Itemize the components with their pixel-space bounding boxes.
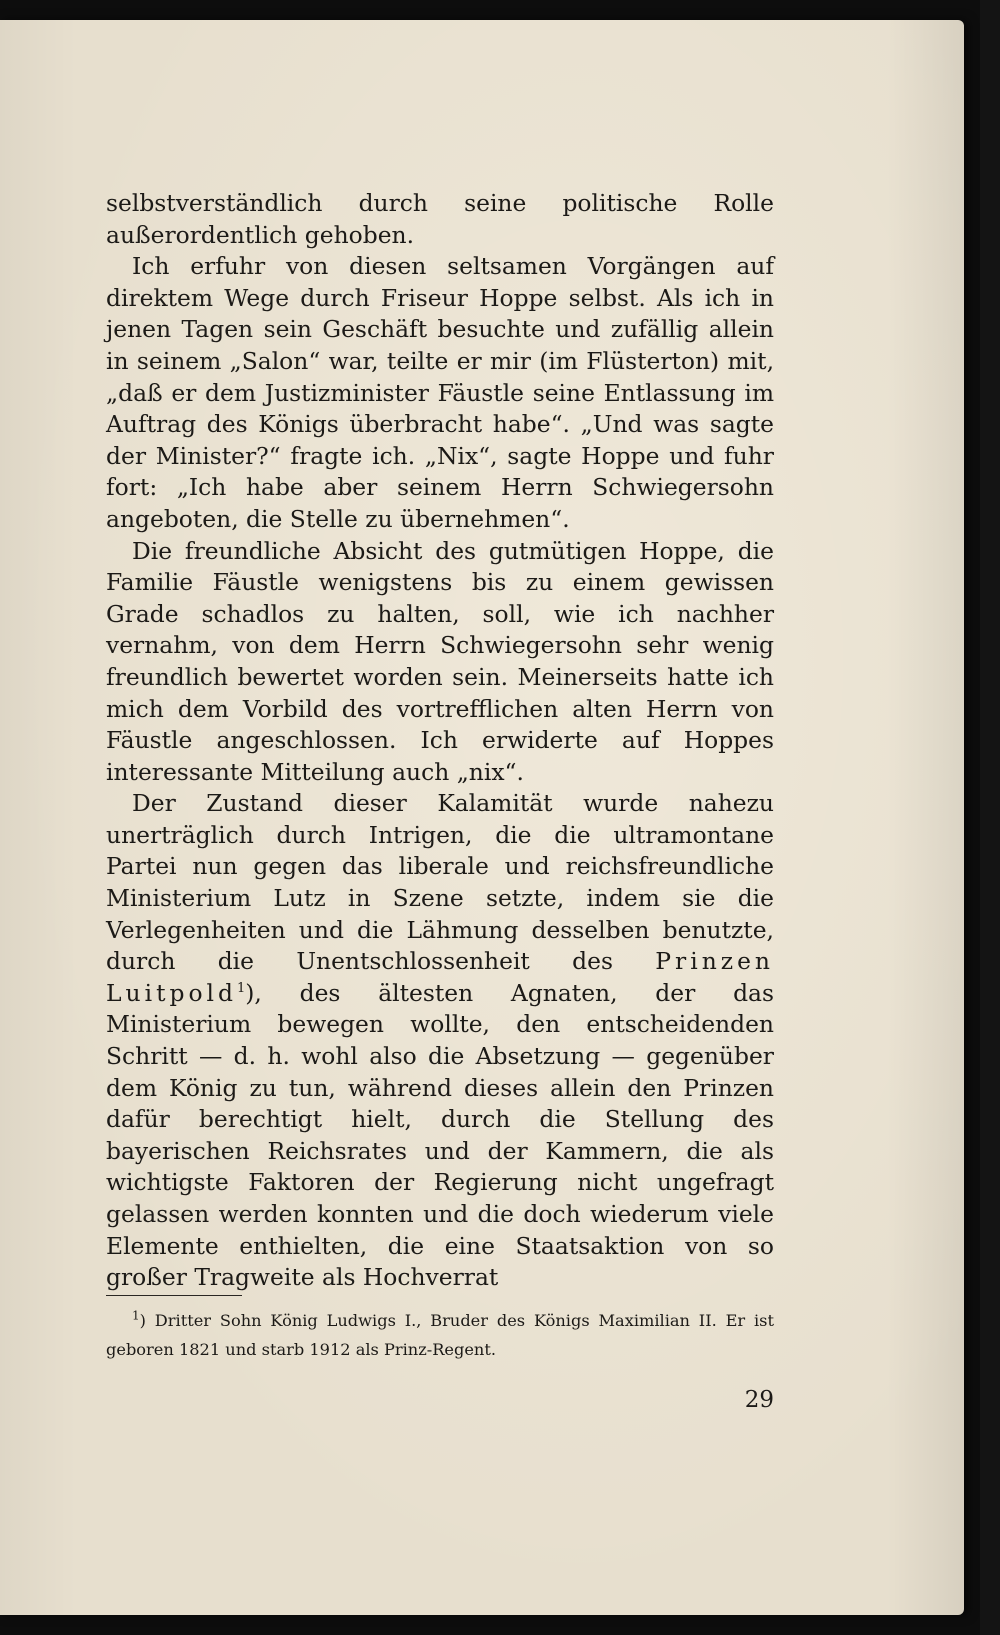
paragraph-text: Die freundliche Absicht des gutmütigen Hoppe, die Familie Fäustle wenigstens bis zu einem gewissen Grade schadlos zu halten, soll, wie ich nachher vernahm, von dem Herrn Schwiegersohn sehr wenig freundlich bewertet worden sein. Meinerseits hatte ich mich dem Vorbild des vortrefflichen alten Herrn von Fäustle angeschlossen. Ich erwiderte auf Hoppes interessante Mitteilung auch „nix“. <box>106 536 774 786</box>
footnote-marker: 1 <box>132 1308 140 1323</box>
footnote-reference: 1 <box>237 981 246 997</box>
paragraph <box>106 788 774 1294</box>
book-page <box>0 20 964 1615</box>
page-number: 29 <box>744 1387 774 1413</box>
footnote <box>106 1306 774 1364</box>
paragraph <box>106 536 774 789</box>
paragraph <box>106 251 774 535</box>
paragraph-text: Der Zustand dieser Kalamität wurde nahezu unerträglich durch Intrigen, die die ultramontane Partei nun gegen das liberale und reichsfreundliche Ministerium Lutz in Szene setzte, indem sie die Verlegenheiten und die Lähmung desselben benutzte, durch die Unentschlossenheit des <box>106 789 774 976</box>
body-text <box>106 188 774 1294</box>
spaced-name: Prinzen Luitpold <box>106 947 774 1007</box>
footnote-text: ) Dritter Sohn König Ludwigs I., Bruder des Königs Maximilian II. Er ist geboren 1821 und starb 1912 als Prinz-Regent. <box>106 1311 774 1359</box>
paragraph <box>106 188 774 251</box>
paragraph-text: selbstverständlich durch seine politische Rolle außerordentlich gehoben. <box>106 189 774 249</box>
footnote-paragraph <box>106 1306 774 1364</box>
paragraph-text: ), des ältesten Agnaten, der das Ministerium bewegen wollte, den entscheidenden Schritt — d. h. wohl also die Absetzung — gegenüber dem König zu tun, während dieses allein den Prinzen dafür berechtigt hielt, durch die Stellung des bayerischen Reichsrates und der Kammern, die als wichtigste Faktoren der Regierung nicht ungefragt gelassen werden konnten und die doch wiederum viele Elemente enthielten, die eine Staatsaktion von so großer Tragweite als Hochverrat <box>106 978 774 1292</box>
paragraph-text: Ich erfuhr von diesen seltsamen Vorgängen auf direktem Wege durch Friseur Hoppe selbst. Als ich in jenen Tagen sein Geschäft besuchte und zufällig allein in seinem „Salon“ war, teilte er mir (im Flüsterton) mit, „daß er dem Justizminister Fäustle seine Entlassung im Auftrag des Königs überbracht habe“. „Und was sagte der Minister?“ fragte ich. „Nix“, sagte Hoppe und fuhr fort: „Ich habe aber seinem Herrn Schwiegersohn angeboten, die Stelle zu übernehmen“. <box>106 252 774 533</box>
footnote-rule <box>106 1295 242 1296</box>
